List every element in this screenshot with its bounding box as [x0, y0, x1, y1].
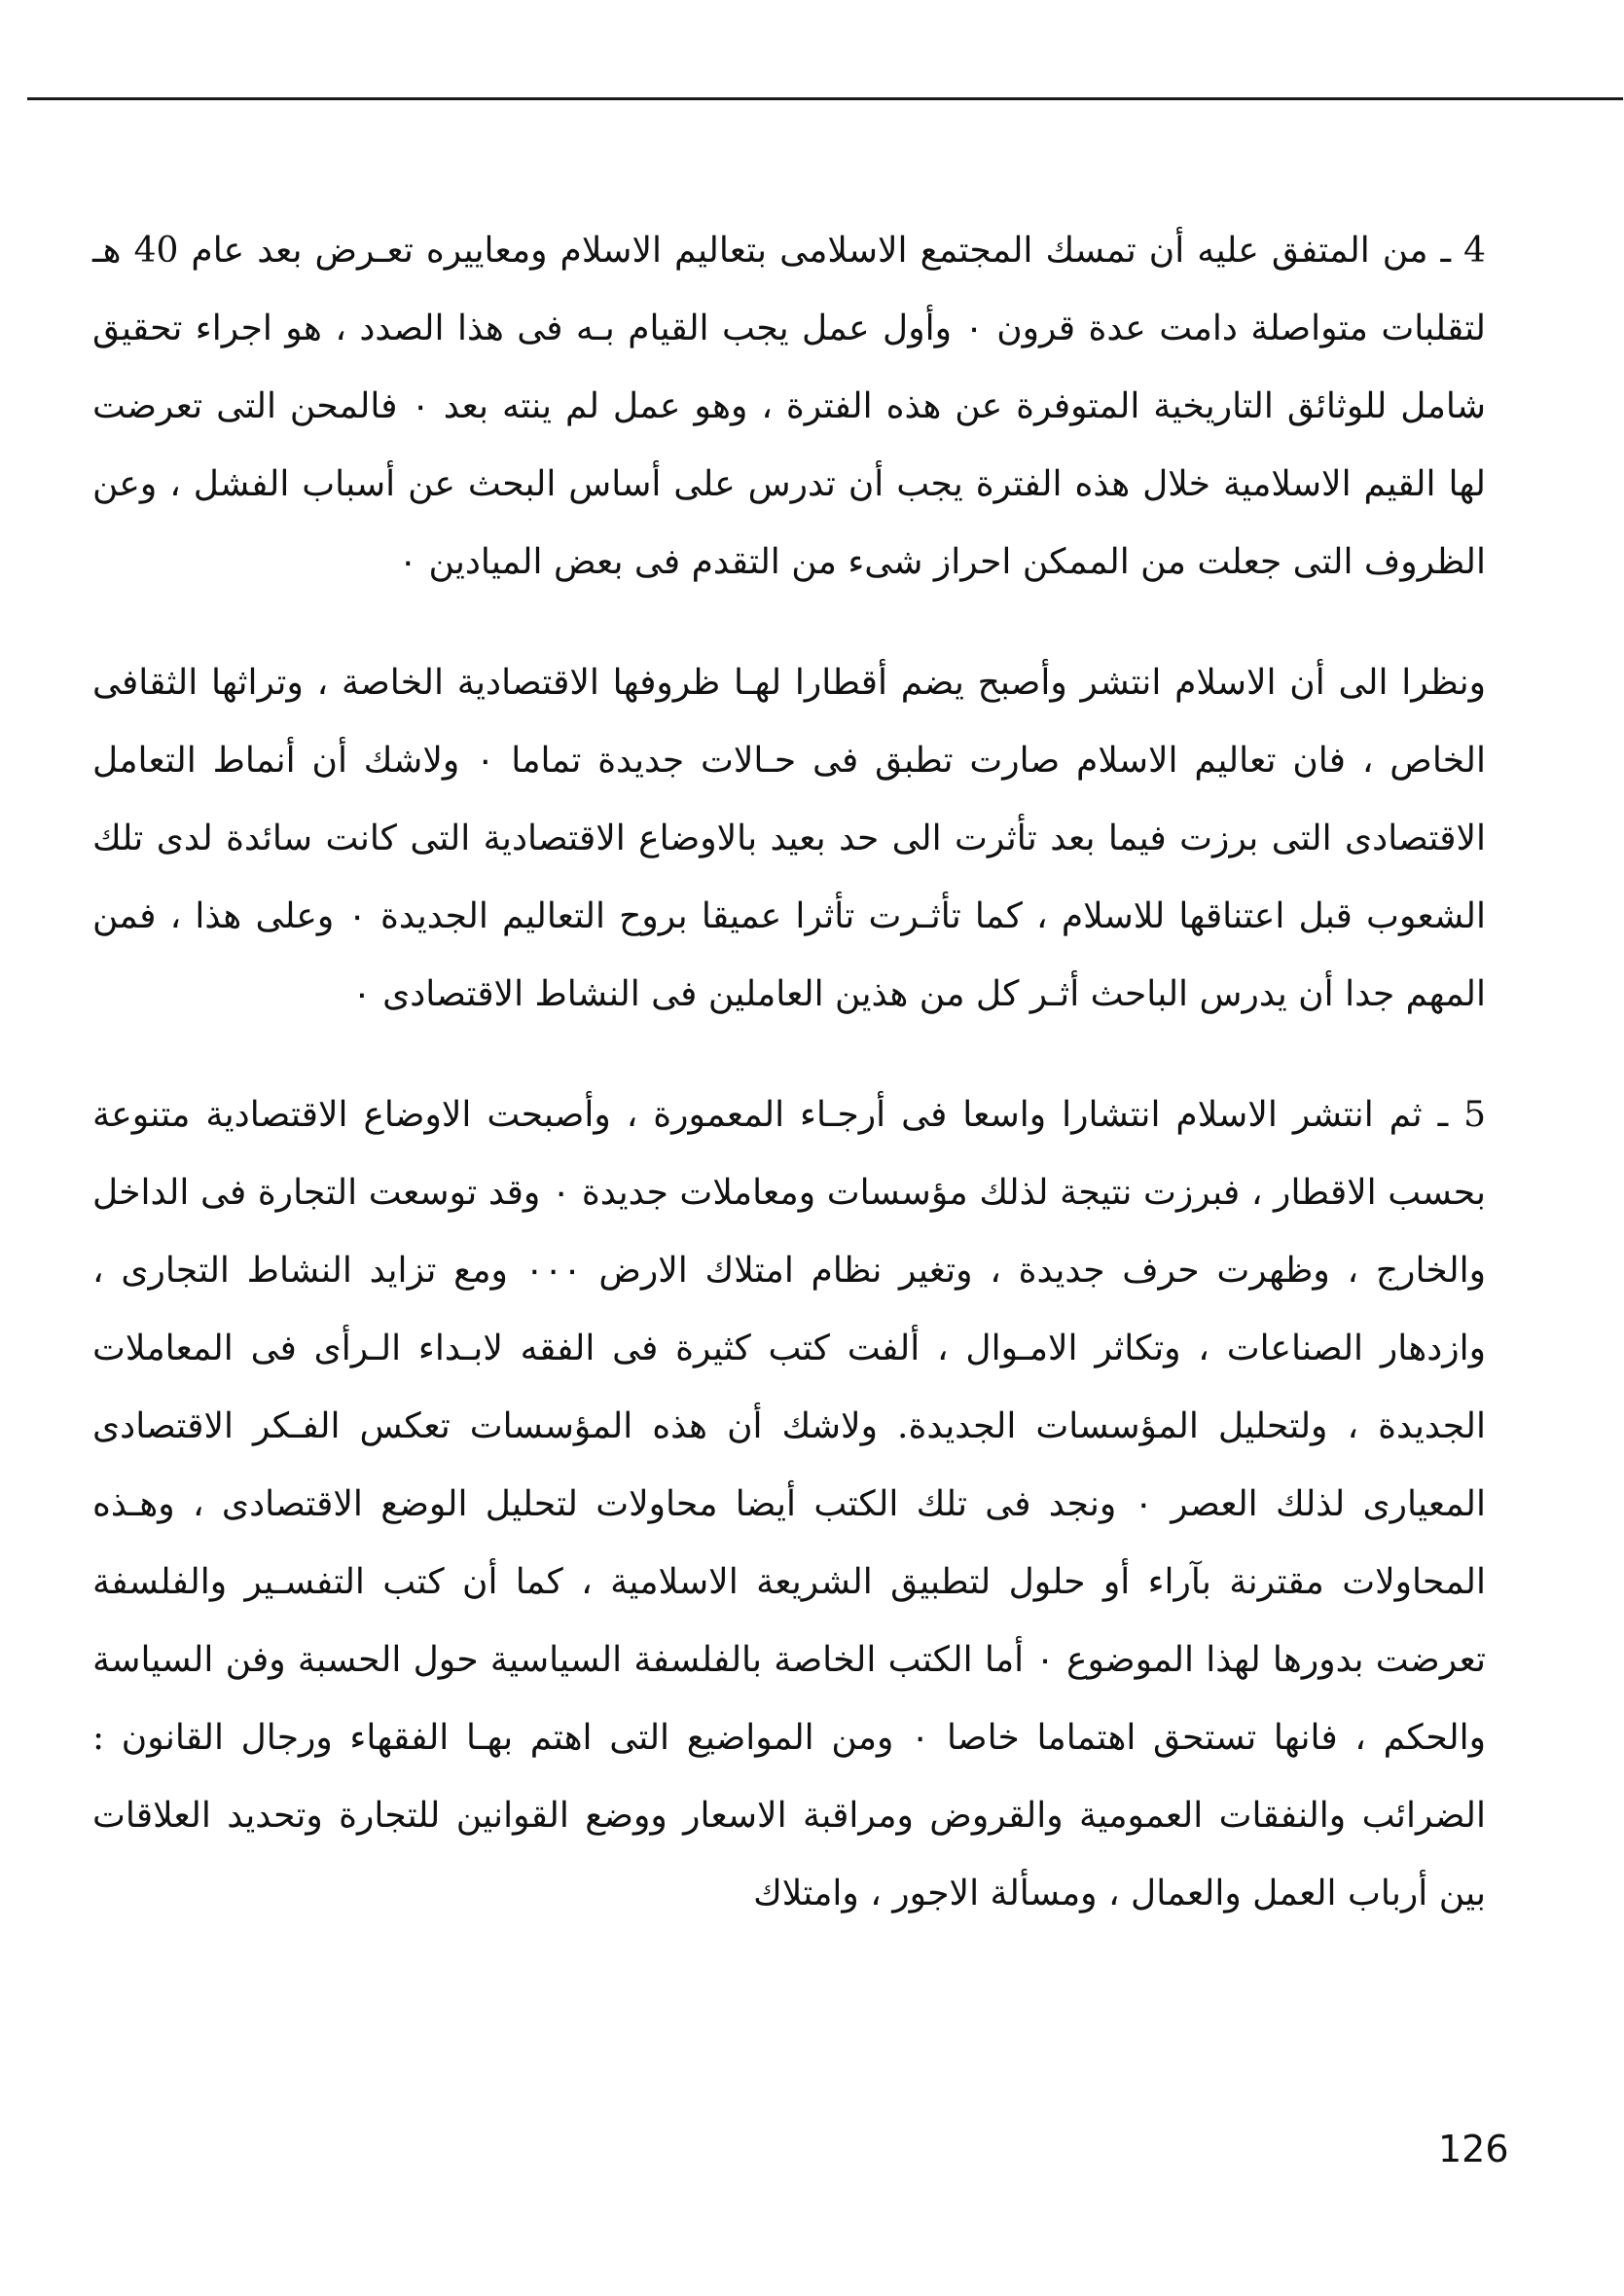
paragraph-4: 4 ـ من المتفق عليه أن تمسك المجتمع الاسلامى بتعاليم الاسلام ومعاييره تعـرض بعد عام 40 هـ لتقلبات متواصلة دامت عدة قرون ٠ وأول عمل يجب القيام بـه فى هذا الصدد ، هو اجراء تحقيق شامل للوثائق التاريخية المتوفرة عن هذه الفترة ، وهو عمل لم ينته بعد ٠ فالمحن التى تعرضت لها القيم الاسلامية خلال هذه الفترة يجب أن تدرس على أساس البحث عن أسباب الفشل ، وعن الظروف التى جعلت من الممكن احراز شىء من التقدم فى بعض الميادين ٠: [92, 231, 1487, 582]
paragraph-5: 5 ـ ثم انتشر الاسلام انتشارا واسعا فى أرجـاء المعمورة ، وأصبحت الاوضاع الاقتصادية متنوعة بحسب الاقطار ، فبرزت نتيجة لذلك مؤسسات ومعاملات جديدة ٠ وقد توسعت التجارة فى الداخل والخارج ، وظهرت حرف جديدة ، وتغير نظام امتلاك الارض ٠٠٠ ومع تزايد النشاط التجارى ، وازدهار الصناعات ، وتكاثر الامـوال ، ألفت كتب كثيرة فى الفقه لابـداء الـرأى فى المعاملات الجديدة ، ولتحليل المؤسسات الجديدة. ولاشك أن هذه المؤسسات تعكس الفـكر الاقتصادى المعيارى لذلك العصر ٠ ونجد فى تلك الكتب أيضا محاولات لتحليل الوضع الاقتصادى ، وهـذه المحاولات مقترنة بآراء أو حلول لتطبيق الشريعة الاسلامية ، كما أن كتب التفسـير والفلسفة تعرضت بدورها لهذا الموضوع ٠ أما الكتب الخاصة بالفلسفة السياسية حول الحسبة وفن السياسة والحكم ، فانها تستحق اهتماما خاصا ٠ ومن المواضيع التى اهتم بهـا الفقهاء ورجال القانون : الضرائب والنفقات العمومية والقروض ومراقبة الاسعار ووضع القوانين للتجارة وتحديد العلاقات بين أرباب العمل والعمال ، ومسألة الاجور ، وامتلاك: [92, 1095, 1487, 1913]
header-rule: [27, 97, 1623, 100]
page-number: 126: [1438, 2128, 1509, 2170]
paragraph-4-continued: ونظرا الى أن الاسلام انتشر وأصبح يضم أقطارا لهـا ظروفها الاقتصادية الخاصة ، وتراثها الثقافى الخاص ، فان تعاليم الاسلام صارت تطبق فى حـالات جديدة تماما ٠ ولاشك أن أنماط التعامل الاقتصادى التى برزت فيما بعد تأثرت الى حد بعيد بالاوضاع الاقتصادية التى كانت سائدة لدى تلك الشعوب قبل اعتناقها للاسلام ، كما تأثـرت تأثرا عميقا بروح التعاليم الجديدة ٠ وعلى هذا ، فمن المهم جدا أن يدرس الباحث أثـر كل من هذين العاملين فى النشاط الاقتصادى ٠: [92, 663, 1487, 1014]
body-text: [92, 212, 1486, 1933]
